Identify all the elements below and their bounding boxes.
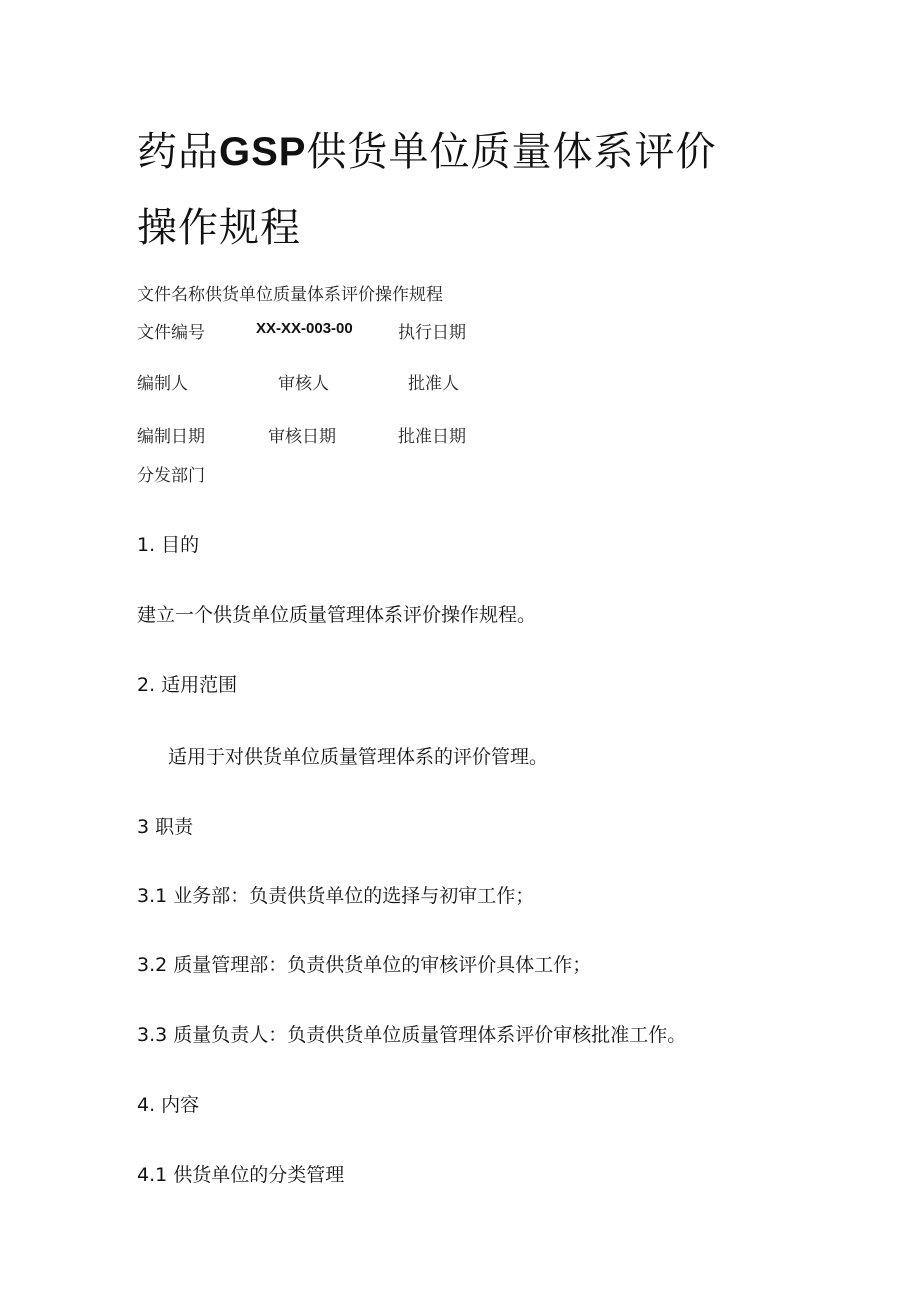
exec-date-label: 执行日期: [398, 323, 466, 343]
section-2-title: 2. 适用范围: [137, 674, 238, 696]
file-name: 文件名称供货单位质量体系评价操作规程: [137, 285, 443, 305]
section-3-3: 3.3 质量负责人：负责供货单位质量管理体系评价审核批准工作。: [137, 1024, 687, 1046]
review-date-label: 审核日期: [268, 427, 336, 447]
dept-label: 分发部门: [137, 466, 205, 486]
file-no-value: XX-XX-003-00: [256, 320, 353, 337]
file-no-label: 文件编号: [137, 323, 205, 343]
author-label: 编制人: [137, 374, 188, 394]
section-4-title: 4. 内容: [137, 1094, 200, 1116]
section-1-title: 1. 目的: [137, 534, 200, 556]
approve-date-label: 批准日期: [398, 427, 466, 447]
title-suffix: 供货单位质量体系评价: [306, 129, 717, 175]
section-3-2: 3.2 质量管理部：负责供货单位的审核评价具体工作；: [137, 954, 592, 976]
section-2-body: 适用于对供货单位质量管理体系的评价管理。: [168, 746, 549, 768]
section-1-body: 建立一个供货单位质量管理体系评价操作规程。: [137, 604, 537, 626]
approver-label: 批准人: [408, 374, 459, 394]
title-gsp: GSP: [219, 130, 307, 174]
author-date-label: 编制日期: [137, 427, 205, 447]
reviewer-label: 审核人: [278, 374, 329, 394]
section-3-title: 3 职责: [137, 816, 194, 838]
document-title-line1: [137, 120, 716, 177]
document-title-line2: 操作规程: [137, 205, 301, 251]
section-4-1: 4.1 供货单位的分类管理: [137, 1164, 345, 1186]
section-3-1: 3.1 业务部：负责供货单位的选择与初审工作；: [137, 885, 535, 907]
title-prefix: 药品: [137, 129, 219, 175]
